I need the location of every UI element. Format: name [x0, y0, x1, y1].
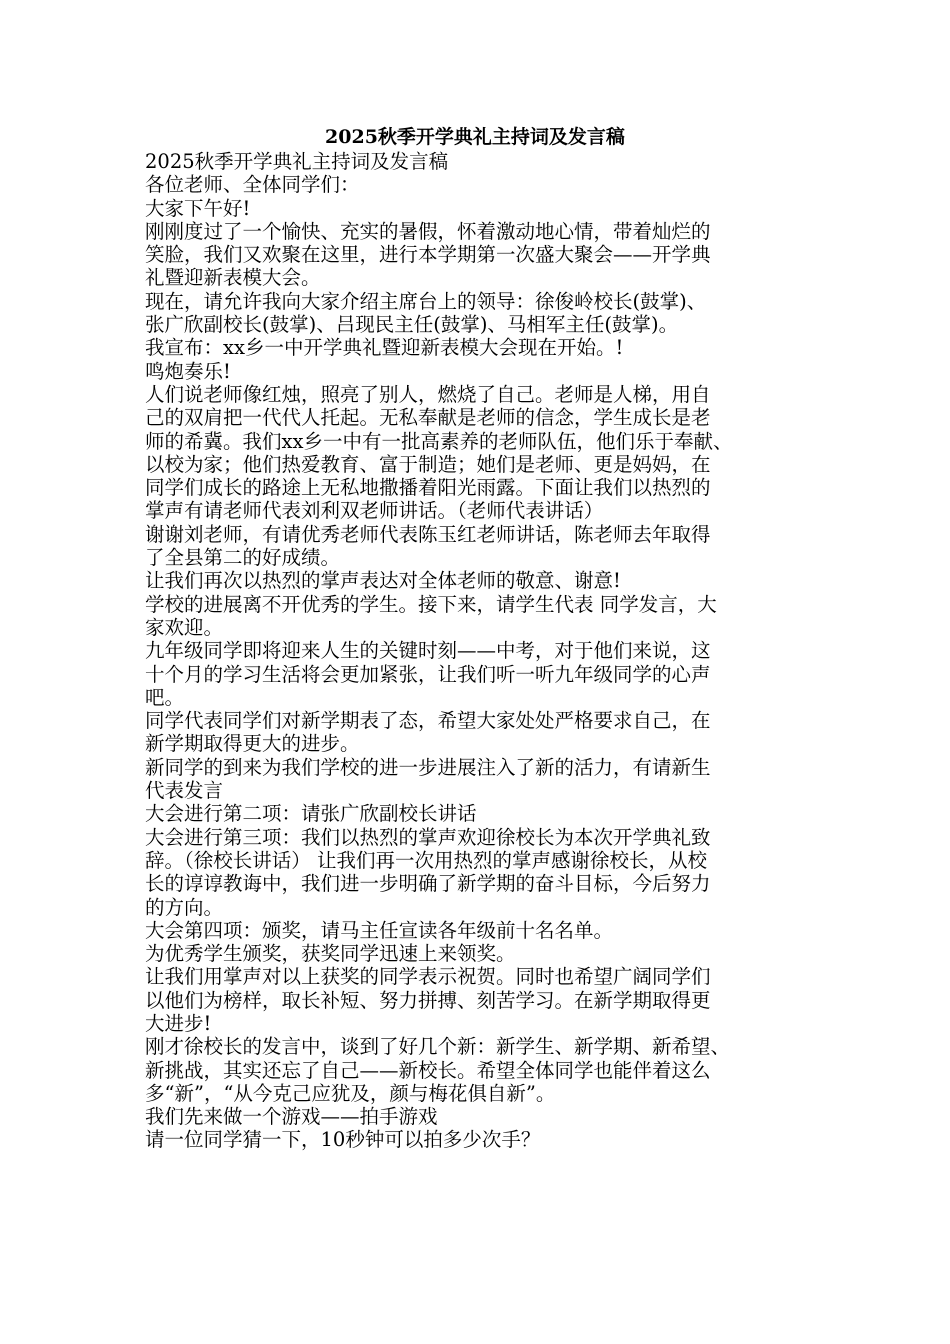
paragraph-line: 张广欣副校长(鼓掌)、吕现民主任(鼓掌)、马相军主任(鼓掌)。 — [145, 313, 679, 337]
paragraph-line: 十个月的学习生活将会更加紧张，让我们听一听九年级同学的心声 — [145, 662, 711, 686]
paragraph-line: 辞。（徐校长讲话） 让我们再一次用热烈的掌声感谢徐校长，从校 — [145, 848, 707, 872]
paragraph-line: 让我们再次以热烈的掌声表达对全体老师的敬意、谢意! — [145, 569, 621, 593]
paragraph — [145, 173, 815, 196]
paragraph-line: 家欢迎。 — [145, 615, 224, 639]
paragraph — [145, 1128, 815, 1151]
paragraph — [145, 290, 815, 337]
paragraph-line: 己的双肩把一代代人托起。无私奉献是老师的信念，学生成长是老 — [145, 406, 711, 430]
paragraph-line: 鸣炮奏乐! — [145, 359, 231, 383]
paragraph-line: 师的希冀。我们xx乡一中有一批高素养的老师队伍，他们乐于奉献、 — [145, 429, 733, 453]
paragraph-line: 大会进行第三项：我们以热烈的掌声欢迎徐校长为本次开学典礼致 — [145, 825, 711, 849]
paragraph-line: 多“新”，“从今克己应犹及，颜与梅花俱自新”。 — [145, 1081, 556, 1105]
paragraph — [145, 639, 815, 709]
paragraph — [145, 336, 815, 359]
paragraph-line: 各位老师、全体同学们： — [145, 173, 360, 197]
paragraph-line: 谢谢刘老师，有请优秀老师代表陈玉红老师讲话，陈老师去年取得 — [145, 522, 711, 546]
paragraph-line: 现在，请允许我向大家介绍主席台上的领导：徐俊岭校长(鼓掌)、 — [145, 289, 707, 313]
paragraph-line: 大会第四项：颁奖，请马主任宣读各年级前十名名单。 — [145, 918, 614, 942]
paragraph-line: 九年级同学即将迎来人生的关键时刻——中考，对于他们来说，这 — [145, 639, 711, 663]
paragraph-line: 刚刚度过了一个愉快、充实的暑假，怀着激动地心情，带着灿烂的 — [145, 219, 711, 243]
paragraph-line: 同学代表同学们对新学期表了态，希望大家处处严格要求自己，在 — [145, 709, 711, 733]
paragraph — [145, 919, 815, 942]
paragraph-line: 刚才徐校长的发言中，谈到了好几个新：新学生、新学期、新希望、 — [145, 1035, 731, 1059]
paragraph-line: 为优秀学生颁奖，获奖同学迅速上来领奖。 — [145, 942, 516, 966]
paragraph — [145, 826, 815, 919]
paragraph-line: 请一位同学猜一下，10秒钟可以拍多少次手？ — [145, 1128, 541, 1152]
paragraph-line: 礼暨迎新表模大会。 — [145, 266, 321, 290]
paragraph-line: 让我们用掌声对以上获奖的同学表示祝贺。同时也希望广阔同学们 — [145, 965, 711, 989]
paragraph-line: 大会进行第二项：请张广欣副校长讲话 — [145, 802, 477, 826]
paragraph — [145, 220, 815, 290]
paragraph-line: 以校为家；他们热爱教育、富于制造；她们是老师、更是妈妈，在 — [145, 452, 711, 476]
paragraph-line: 长的谆谆教诲中，我们进一步明确了新学期的奋斗目标，今后努力 — [145, 872, 711, 896]
paragraph — [145, 569, 815, 592]
paragraph — [145, 709, 815, 756]
paragraph-line: 以他们为榜样，取长补短、努力拼搏、刻苦学习。在新学期取得更 — [145, 988, 711, 1012]
document-body — [145, 150, 815, 1152]
document-title: 2025秋季开学典礼主持词及发言稿 — [325, 126, 625, 148]
paragraph-line: 大家下午好! — [145, 196, 251, 220]
paragraph-line: 掌声有请老师代表刘利双老师讲话。（老师代表讲话） — [145, 499, 604, 523]
paragraph — [145, 150, 815, 173]
paragraph — [145, 942, 815, 965]
paragraph — [145, 360, 815, 383]
paragraph — [145, 197, 815, 220]
paragraph — [145, 523, 815, 570]
paragraph-line: 我宣布：xx乡一中开学典礼暨迎新表模大会现在开始。! — [145, 336, 624, 360]
paragraph-line: 新同学的到来为我们学校的进一步进展注入了新的活力，有请新生 — [145, 755, 711, 779]
paragraph — [145, 593, 815, 640]
paragraph-line: 新挑战，其实还忘了自己——新校长。希望全体同学也能伴着这么 — [145, 1058, 711, 1082]
paragraph-line: 新学期取得更大的进步。 — [145, 732, 360, 756]
paragraph-line: 了全县第二的好成绩。 — [145, 546, 341, 570]
paragraph — [145, 965, 815, 1035]
paragraph-line: 的方向。 — [145, 895, 224, 919]
paragraph-line: 学校的进展离不开优秀的学生。接下来，请学生代表 同学发言，大 — [145, 592, 717, 616]
paragraph — [145, 1035, 815, 1105]
paragraph — [145, 802, 815, 825]
paragraph-line: 2025秋季开学典礼主持词及发言稿 — [145, 150, 449, 173]
paragraph-line: 我们先来做一个游戏——拍手游戏 — [145, 1105, 438, 1129]
paragraph — [145, 756, 815, 803]
paragraph-line: 笑脸，我们又欢聚在这里，进行本学期第一次盛大聚会——开学典 — [145, 243, 711, 267]
paragraph-line: 吧。 — [145, 685, 185, 709]
paragraph-line: 代表发言 — [145, 779, 224, 803]
paragraph — [145, 1105, 815, 1128]
paragraph-line: 大进步! — [145, 1011, 212, 1035]
paragraph-line: 同学们成长的路途上无私地撒播着阳光雨露。下面让我们以热烈的 — [145, 476, 711, 500]
paragraph — [145, 383, 815, 523]
paragraph-line: 人们说老师像红烛，照亮了别人，燃烧了自己。老师是人梯，用自 — [145, 382, 711, 406]
